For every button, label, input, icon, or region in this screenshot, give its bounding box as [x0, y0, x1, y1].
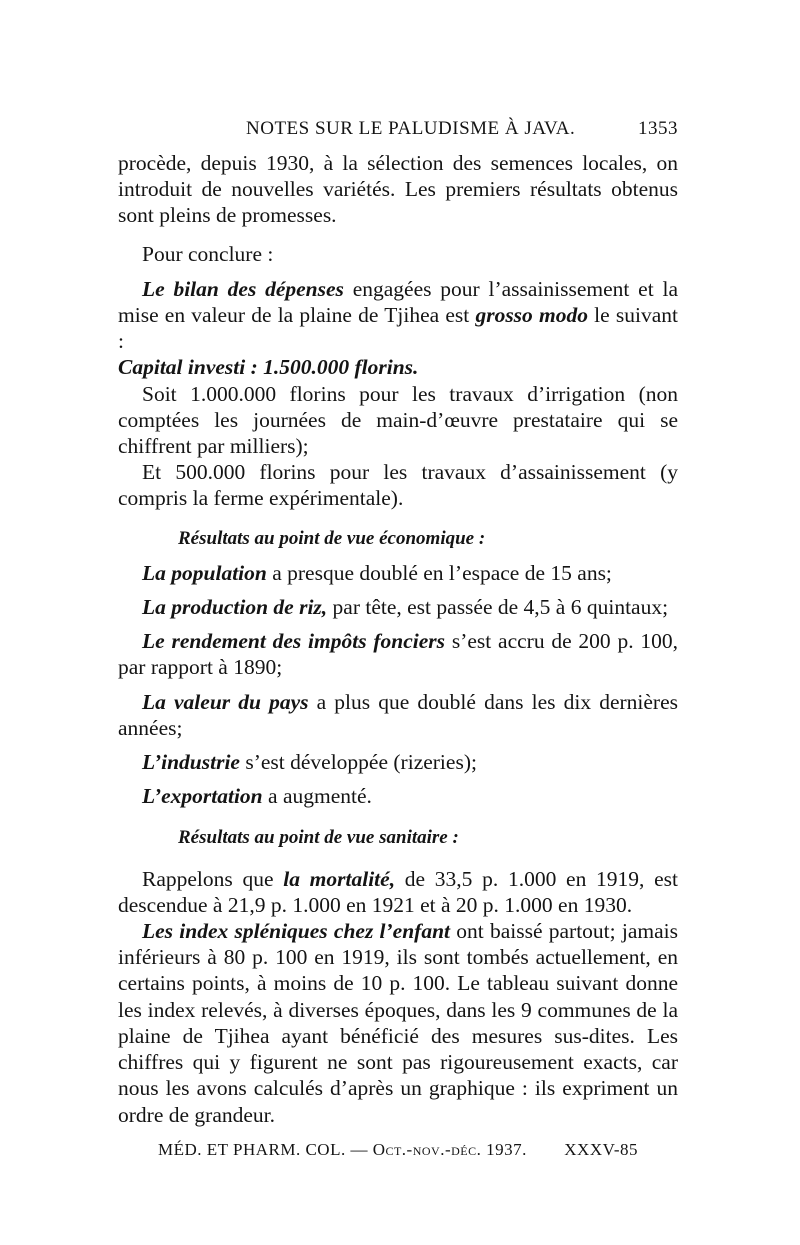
footer: [158, 1140, 638, 1166]
paragraph-index-spleniques: [118, 918, 678, 1128]
subheading-economique: Résultats au point de vue économique :: [178, 527, 486, 549]
text-impots: s’est accru de 200 p. 100, par rapport à 1890;: [118, 629, 679, 680]
text-mortalite-intro: Rappelons que: [142, 866, 284, 891]
signature-mark: XXXV-85: [564, 1140, 638, 1159]
emphasis-index: Les index spléniques chez l’enfant: [142, 919, 451, 944]
item-production-riz: [118, 594, 678, 620]
item-population: [118, 560, 678, 586]
text-population: a presque doublé en l’espace de 15 ans;: [266, 560, 612, 585]
emphasis-population: La population: [142, 560, 267, 585]
page-number: 1353: [638, 118, 678, 139]
text-production: par tête, est passée de 4,5 à 6 quintaux;: [327, 595, 669, 620]
paragraph-continuation: procède, depuis 1930, à la sélection des semences locales, on introduit de nouvelles variétés. Les premiers résultats obtenus sont pleins de promesses.: [118, 151, 678, 228]
running-title: NOTES SUR LE PALUDISME À JAVA.: [246, 118, 576, 139]
paragraph-bilan: [118, 276, 678, 355]
capital-investi: Capital investi : 1.500.000 florins.: [118, 355, 419, 380]
paragraph-irrigation: Soit 1.000.000 florins pour les travaux d’irrigation (non comptées les journées de main-d’œuvre prestataire qui se chiffrent par milliers);: [118, 381, 678, 459]
text-bilan: engagées pour l’assainissement et la mise en valeur de la plaine de Tjihea est: [118, 276, 678, 328]
emphasis-industrie: L’industrie: [142, 750, 240, 775]
subheading-sanitaire: Résultats au point de vue sanitaire :: [178, 827, 459, 849]
text-bilan-end: le suivant :: [118, 303, 679, 354]
text-exportation: a augmenté.: [262, 784, 372, 809]
emphasis-grosso-modo: grosso modo: [475, 303, 588, 328]
emphasis-exportation: L’exportation: [142, 784, 263, 809]
emphasis-mortalite: la mortalité,: [283, 866, 396, 891]
text-index: ont baissé partout; jamais inférieurs à 80 p. 100 en 1919, ils sont tombés actuellement, en certains points, à moins de 10 p. 100. Le tableau suivant donne les index relevés, à diverses époques, dans les 9 communes de la plaine de Tjihea ayant bénéficié des mesures sus-dites. Les chiffres qui y figurent ne sont pas rigoureusement exacts, car nous les avons calculés d’après un graphique : ils expriment un ordre de grandeur.: [118, 919, 678, 1127]
item-industrie: [118, 749, 678, 775]
body-text: [118, 150, 678, 1128]
paragraph-conclusion-intro: Pour conclure :: [142, 241, 274, 266]
emphasis-impots: Le rendement des impôts fonciers: [142, 629, 446, 654]
item-impots: [118, 628, 678, 680]
text-industrie: s’est développée (rizeries);: [239, 750, 477, 775]
text-mortalite: de 33,5 p. 1.000 en 1919, est descendue à 21,9 p. 1.000 en 1921 et à 20 p. 1.000 en 1930.: [118, 866, 679, 917]
journal-reference: MÉD. ET PHARM. COL. — Oct.-nov.-déc. 1937.: [158, 1140, 527, 1159]
text-valeur: a plus que doublé dans les dix dernières années;: [118, 689, 679, 740]
emphasis-production: La production de riz,: [142, 595, 328, 620]
item-valeur-pays: [118, 689, 678, 741]
emphasis-bilan: Le bilan des dépenses: [142, 276, 344, 301]
paragraph-assainissement: Et 500.000 florins pour les travaux d’assainissement (y compris la ferme expérimentale).: [118, 460, 678, 511]
emphasis-valeur: La valeur du pays: [142, 689, 309, 714]
running-head: [118, 118, 678, 146]
item-exportation: [118, 783, 678, 809]
paragraph-mortalite: [118, 866, 678, 918]
